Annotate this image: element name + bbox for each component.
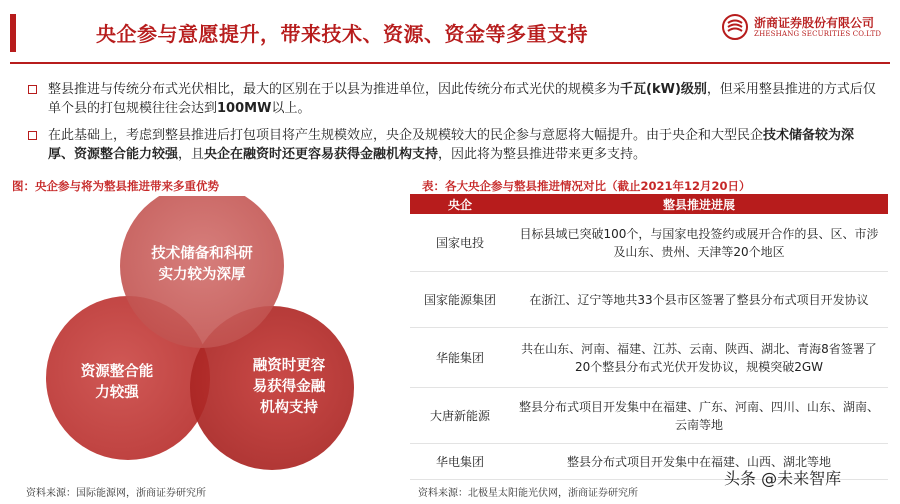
venn-label-line: 实力较为深厚 xyxy=(158,267,246,283)
venn-label-line: 融资时更容 xyxy=(252,358,326,374)
table-source: 资料来源：北极星太阳能光伏网，浙商证券研究所 xyxy=(418,488,638,499)
venn-label-top xyxy=(130,244,274,286)
table-row xyxy=(410,388,888,444)
title-accent-bar xyxy=(10,14,16,52)
bullet-list xyxy=(28,80,878,172)
company-logo xyxy=(722,10,892,46)
cell-company: 大唐新能源 xyxy=(429,409,490,423)
venn-label-right xyxy=(234,356,344,419)
table-header-row xyxy=(410,194,888,214)
cell-progress: 在浙江、辽宁等地共33个县市区签署了整县分布式项目开发协议 xyxy=(529,292,869,307)
venn-label-left xyxy=(62,362,172,404)
bullet-text: ，且 xyxy=(178,147,205,162)
cell-company: 华能集团 xyxy=(435,351,484,365)
cell-progress: 目标县域已突破100个，与国家电投签约或展开合作的县、区、市涉及山东、贵州、天津等20个地区 xyxy=(519,226,879,259)
central-soe-table xyxy=(410,194,888,480)
venn-label-line: 易获得金融 xyxy=(252,379,326,395)
table-row xyxy=(410,214,888,272)
bullet-bold-text: 千瓦(kW)级别 xyxy=(620,82,707,97)
bullet-text: 整县推进与传统分布式光伏相比，最大的区别在于以县为推进单位，因此传统分布式光伏的规模多为 xyxy=(48,82,621,97)
bullet-bold-text: 100MW xyxy=(217,101,272,116)
cell-company: 国家电投 xyxy=(435,236,484,250)
venn-label-line: 技术储备和科研 xyxy=(151,246,253,262)
table-row xyxy=(410,328,888,388)
bullet-item-1 xyxy=(28,80,878,118)
bullet-square-icon xyxy=(28,85,37,94)
venn-diagram xyxy=(10,196,410,480)
bullet-bold-text: 技术储备较为深厚、资源整合能力较强 xyxy=(48,128,855,162)
cell-progress: 整县分布式项目开发集中在福建、广东、河南、四川、山东、湖南、云南等地 xyxy=(518,399,879,432)
bullet-text: 以上。 xyxy=(271,101,311,116)
header-progress: 整县推进进展 xyxy=(662,197,735,212)
bullet-bold-text: 央企在融资时还更容易获得金融机构支持 xyxy=(204,147,439,162)
watermark-text: 头条 @未来智库 xyxy=(724,469,842,488)
zheshang-logo-icon xyxy=(722,14,748,40)
header-company: 央企 xyxy=(447,197,472,212)
cell-company: 华电集团 xyxy=(435,455,484,469)
bullet-text: ，因此将为整县推进带来更多支持。 xyxy=(438,147,647,162)
bullet-text: 在此基础上，考虑到整县推进后打包项目将产生规模效应，央企及规模较大的民企参与意愿将大幅提升。由于央企和大型民企 xyxy=(48,128,764,143)
logo-name-en: ZHESHANG SECURITIES CO.LTD xyxy=(754,30,882,38)
figure-source: 资料来源：国际能源网，浙商证券研究所 xyxy=(26,488,206,499)
table-row xyxy=(410,272,888,328)
cell-company: 国家能源集团 xyxy=(423,293,496,307)
cell-progress: 整县分布式项目开发集中在福建、山西、湖北等地 xyxy=(566,454,831,469)
bullet-item-2 xyxy=(28,126,878,164)
venn-label-line: 机构支持 xyxy=(260,400,318,416)
cell-progress: 共在山东、河南、福建、江苏、云南、陕西、湖北、青海8省签署了20个整县分布式光伏开发协议，规模突破2GW xyxy=(521,341,877,374)
venn-label-line: 力较强 xyxy=(95,385,139,401)
venn-label-line: 资源整合能 xyxy=(80,364,154,380)
logo-name-cn: 浙商证券股份有限公司 xyxy=(754,16,875,30)
bullet-square-icon xyxy=(28,131,37,140)
page-title: 央企参与意愿提升，带来技术、资源、资金等多重支持 xyxy=(96,22,588,46)
table-caption: 表：各大央企参与整县推进情况对比（截止2021年12月20日） xyxy=(422,179,751,193)
figure-caption: 图：央企参与将为整县推进带来多重优势 xyxy=(12,179,219,193)
header-divider xyxy=(10,62,890,64)
bullet-text: ，但采用整县推进的方式后仅单个县的打包规模往往会达到 xyxy=(48,82,876,116)
venn-circles xyxy=(10,196,410,480)
